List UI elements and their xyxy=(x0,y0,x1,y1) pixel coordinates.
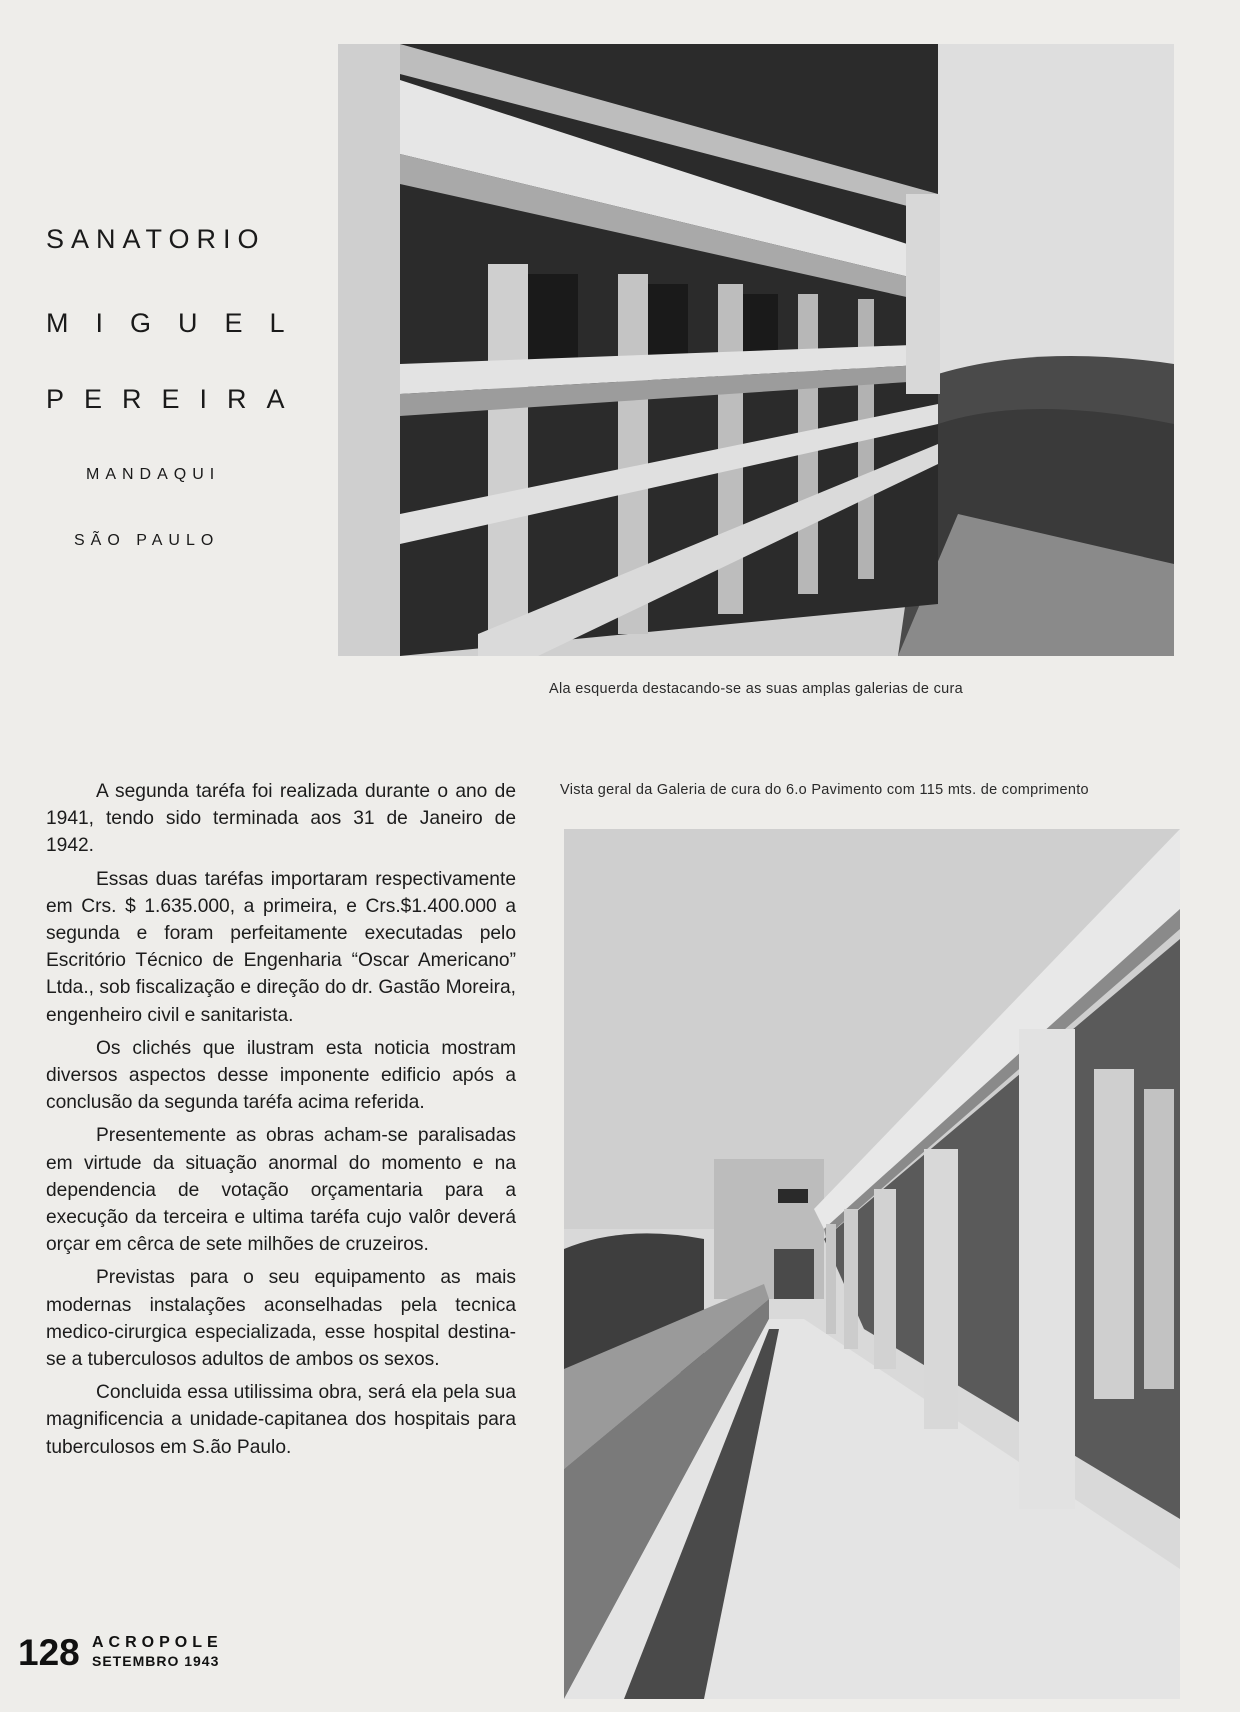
title-line-miguel: MIGUEL xyxy=(46,308,312,338)
caption-bottom-photo: Vista geral da Galeria de cura do 6.o Pavimento com 115 mts. de comprimento xyxy=(560,782,1089,798)
paragraph-3: Os clichés que ilustram esta noticia mostram diversos aspectos desse imponente edificio após a conclusão da segunda taréfa acima referida. xyxy=(46,1037,516,1114)
paragraph-2: Essas duas taréfas importaram respectivamente em Crs. $ 1.635.000, a primeira, e Crs.$1.400.000 a segunda e foram perfeitamente executadas pelo Escritório Técnico de Engenharia “Oscar Americano” Ltda., sob fiscalização e direção do dr. Gastão Moreira, engenheiro civil e sanitarista. xyxy=(46,868,516,1026)
magazine-name: ACROPOLE xyxy=(92,1634,223,1651)
title-line-pereira: PEREIRA xyxy=(46,384,305,414)
photo-gallery-illustration xyxy=(564,829,1180,1699)
paragraph-4: Presentemente as obras acham-se paralisadas em virtude da situação anormal do momento e na dependencia de votação orçamentaria para a execução da terceira e ultima taréfa cujo valôr deverá orçar em cêrca de sete milhões de cruzeiros. xyxy=(46,1125,516,1256)
caption-top-photo: Ala esquerda destacando-se as suas amplas galerias de cura xyxy=(549,681,963,697)
paragraph-5: Previstas para o seu equipamento as mais modernas instalações aconselhadas pela tecnica medico-cirurgica especializada, esse hospital destina-se a tuberculosos adultos de ambos os sexos. xyxy=(46,1267,516,1371)
photo-left-wing-galleries xyxy=(338,44,1174,656)
photo-left-wing-illustration xyxy=(338,44,1174,656)
title-city: SÃO PAULO xyxy=(74,532,220,549)
title-line-sanatorio: SANATORIO xyxy=(46,224,266,254)
paragraph-1: A segunda taréfa foi realizada durante o ano de 1941, tendo sido terminada aos 31 de Janeiro de 1942. xyxy=(46,781,516,857)
issue-date: SETEMBRO 1943 xyxy=(92,1653,220,1669)
photo-gallery-6th-floor xyxy=(564,829,1180,1699)
page-number: 128 xyxy=(18,1632,80,1673)
title-district: MANDAQUI xyxy=(86,466,221,483)
paragraph-6: Concluida essa utilissima obra, será ela pela sua magnificencia a unidade-capitanea dos hospitais para tuberculosos em S.ão Paulo. xyxy=(46,1382,516,1458)
article-body xyxy=(46,778,516,1467)
